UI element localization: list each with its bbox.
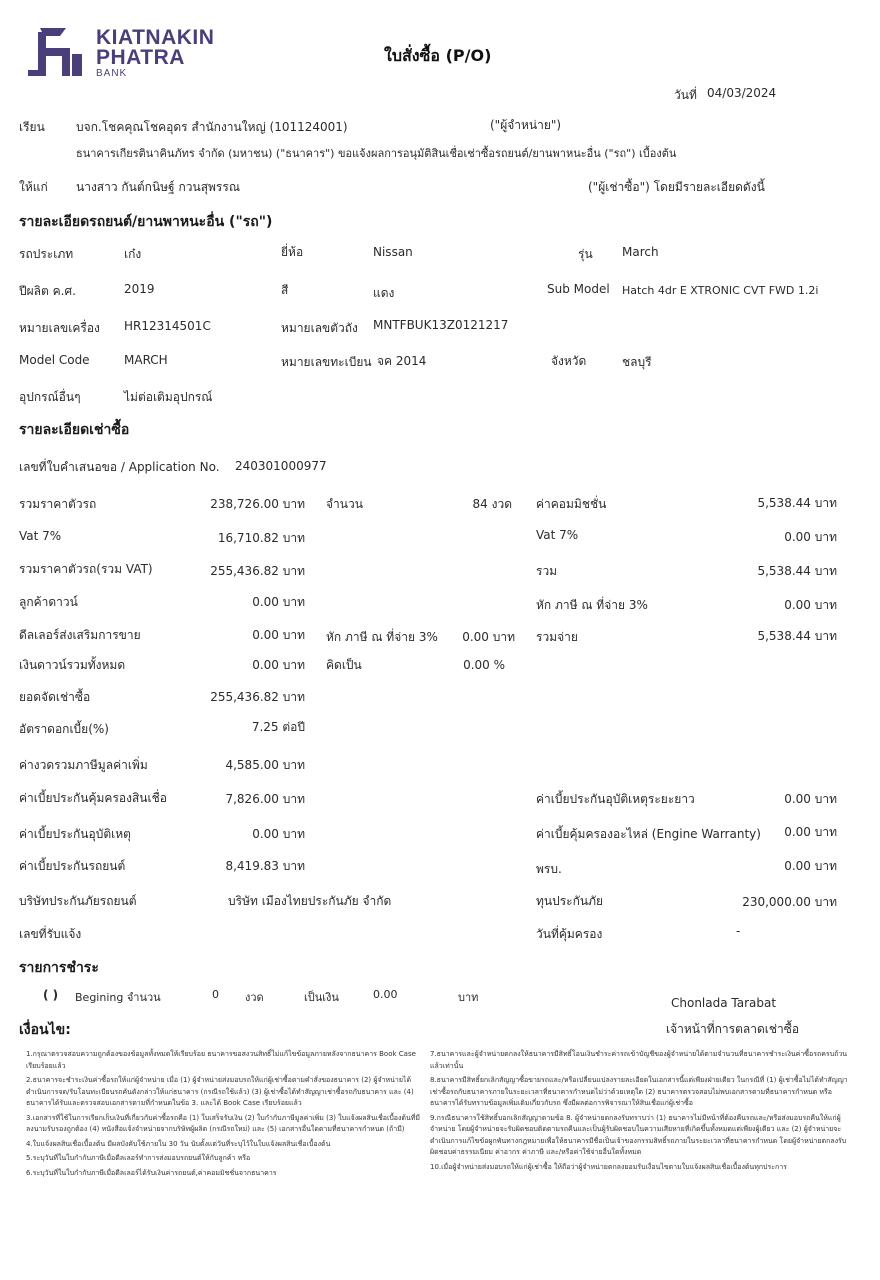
application-label: เลขที่ใบคำเสนอขอ / Application No. [19, 460, 220, 474]
down-payment-label: ลูกค้าดาวน์ [19, 595, 78, 609]
date-value: 04/03/2024 [707, 86, 777, 100]
to-role: ("ผู้จำหน่าย") [490, 118, 562, 132]
percent-value: 0.00 % [463, 658, 505, 672]
amount-value: 0.00 [373, 988, 398, 1001]
lease-section-title: รายละเอียดเช่าซื้อ [19, 422, 130, 438]
commission-wht-value: 0.00 บาท [784, 598, 837, 612]
engine-warranty-label: ค่าเบี้ยคุ้มครองอะไหล่ (Engine Warranty) [536, 827, 761, 841]
net-pay-label: รวมจ่าย [536, 630, 578, 644]
kiatnakin-logo-icon [26, 26, 88, 80]
for-role: ("ผู้เช่าซื้อ") โดยมีรายละเอียดดังนี้ [588, 180, 765, 194]
bank-name-line3: BANK [96, 68, 128, 79]
down-payment-value: 0.00 บาท [252, 595, 305, 609]
long-accident-label: ค่าเบี้ยประกันอุบัติเหตุระยะยาว [536, 792, 695, 806]
percent-label: คิดเป็น [326, 658, 362, 672]
dealer-wht-value: 0.00 บาท [462, 630, 515, 644]
long-accident-value: 0.00 บาท [784, 792, 837, 806]
finance-amount-label: ยอดจัดเช่าซื้อ [19, 690, 91, 704]
model-code-label: Model Code [19, 353, 90, 367]
begin-count: 0 [212, 988, 219, 1001]
submodel-label: Sub Model [547, 282, 610, 296]
commission-total-value: 5,538.44 บาท [757, 564, 837, 578]
condition-item: 3.เอกสารที่ใช้ในการเรียกเก็บเงินที่เกี่ยวกับค่าซื้อรถคือ (1) ใบเสร็จรับเงิน (2) ใบกำกับภาษีมูลค่าเพิ่ม (3) ใบแจ้งผลสินเชื่อเบื้องต้นที่มีลงนามรับรองถูกต้อง (4) หนังสือแจ้งจำหน่ายจากบริษัทผู้ผลิต (กรณีรถใหม่) และ (5) เอกสารอื่นใดตามที่ธนาคารกำหนด (ถ้ามี) [26, 1113, 420, 1133]
brand-label: ยี่ห้อ [281, 245, 304, 259]
accessory-label: อุปกรณ์อื่นๆ [19, 390, 81, 404]
coverage-date-label: วันที่คุ้มครอง [536, 927, 603, 941]
credit-insurance-value: 7,826.00 บาท [225, 792, 305, 806]
coverage-date-value: - [736, 924, 741, 938]
vat-label: Vat 7% [19, 529, 62, 543]
baht-label: บาท [458, 991, 479, 1004]
sum-insured-label: ทุนประกันภัย [536, 894, 604, 908]
commission-value: 5,538.44 บาท [757, 496, 837, 510]
price-incl-vat-label: รวมราคาตัวรถ(รวม VAT) [19, 562, 153, 576]
chassis-no-label: หมายเลขตัวถัง [281, 321, 358, 335]
vehicle-section-title: รายละเอียดรถยนต์/ยานพาหนะอื่น ("รถ") [19, 214, 273, 230]
commission-wht-label: หัก ภาษี ณ ที่จ่าย 3% [536, 598, 648, 612]
plate-label: หมายเลขทะเบียน [281, 355, 372, 369]
monthly-value: 4,585.00 บาท [225, 758, 305, 772]
year-label: ปีผลิต ค.ศ. [19, 284, 76, 298]
sum-insured-value: 230,000.00 บาท [742, 895, 837, 909]
condition-item: 5.ระบุวันที่ในใบกำกับภาษีเมื่อดีลเลอร์ทำการส่งมอบรถยนต์ให้กับลูกค้า หรือ [26, 1154, 251, 1162]
model-value: March [622, 245, 659, 259]
interest-rate-value: 7.25 ต่อปี [251, 720, 305, 734]
type-label: รถประเภท [19, 247, 74, 261]
conditions-title: เงื่อนไข: [19, 1022, 71, 1038]
for-label: ให้แก่ [19, 180, 48, 194]
condition-item: 9.กรณีธนาคารใช้สิทธิ์บอกเลิกสัญญาตามข้อ 8. ผู้จำหน่ายตกลงรับทราบว่า (1) ธนาคารไม่มีหน้าที่ต้องคืนรถและ/หรือส่งมอบรถคืนให้แก่ผู้จำหน่าย โดยผู้จำหน่ายจะรับผิดชอบติดตามรถคืนและเป็นผู้รับผิดชอบในความเสียหายที่เกิดขึ้นทั้งหมดแต่เพียงผู้เดียว และ (2) ผู้จำหน่ายจะดำเนินการแก้ไขข้อผูกพันทางกฎหมายเพื่อให้ธนาคารมีชื่อเป็นเจ้าของกรรมสิทธิ์รถภายในระยะเวลาที่ธนาคารกำหนด โดยผู้จำหน่ายตกลงรับผิดชอบค่าธรรมเนียม ค่าอากร ค่าภาษี และ/หรือค่าใช้จ่ายอื่นใดทั้งหมด [430, 1113, 847, 1156]
dealer-wht-label: หัก ภาษี ณ ที่จ่าย 3% [326, 630, 438, 644]
condition-item: 2.ธนาคารจะชำระเงินค่าซื้อรถให้แก่ผู้จำหน่าย เมื่อ (1) ผู้จำหน่ายส่งมอบรถให้แก่ผู้เช่าซื้อตามคำสั่งของธนาคาร (2) ผู้จำหน่ายได้ดำเนินการจด/รับโอนทะเบียนรถคันดังกล่าวให้แก่ธนาคาร (กรณีรถใช้แล้ว) (3) ผู้เช่าซื้อได้ทำสัญญาเช่าซื้อรถกับธนาคาร และ (4) ธนาคารได้รับและตรวจสอบเอกสารตามที่กำหนดในข้อ 3. และได้ Book Case เรียบร้อยแล้ว [26, 1076, 414, 1107]
province-label: จังหวัด [551, 354, 587, 368]
installments-value: 84 งวด [472, 497, 512, 511]
commission-vat-label: Vat 7% [536, 528, 579, 542]
province-value: ชลบุรี [622, 355, 652, 369]
type-value: เก๋ง [124, 247, 142, 261]
insurer-label: บริษัทประกันภัยรถยนต์ [19, 894, 137, 908]
model-code-value: MARCH [124, 353, 168, 367]
monthly-label: ค่างวดรวมภาษีมูลค่าเพิ่ม [19, 758, 148, 772]
commission-vat-value: 0.00 บาท [784, 530, 837, 544]
begin-label: Begining จำนวน [75, 991, 161, 1004]
bank-name-line1: KIATNAKIN [96, 26, 215, 49]
notification-no-label: เลขที่รับแจ้ง [19, 927, 82, 941]
engine-no-value: HR12314501C [124, 319, 211, 333]
accessory-value: ไม่ต่อเติมอุปกรณ์ [124, 390, 213, 404]
to-value: บจก.โชคคุณโชคอุดร สำนักงานใหญ่ (101124001) [76, 120, 348, 134]
for-value: นางสาว กันต์กนิษฐ์ กวนสุพรรณ [76, 180, 240, 194]
bank-name-line2: PHATRA [96, 46, 185, 69]
car-price-label: รวมราคาตัวรถ [19, 497, 97, 511]
commission-total-label: รวม [536, 564, 558, 578]
condition-item: 4.ใบแจ้งผลสินเชื่อเบื้องต้น มีผลบังคับใช้ภายใน 30 วัน นับตั้งแต่วันที่ระบุไว้ในใบแจ้งผลสินเชื่อเบื้องต้น [26, 1139, 331, 1148]
condition-item: 7.ธนาคารและผู้จำหน่ายตกลงให้ธนาคารมีสิทธิ์โอนเงินชำระค่ารถเข้าบัญชีของผู้จำหน่ายได้ตามจำนวนที่ธนาคารชำระเงินค่าซื้อรถครบถ้วนแล้วเท่านั้น [430, 1050, 848, 1070]
condition-item: 10.เมื่อผู้จำหน่ายส่งมอบรถให้แก่ผู้เช่าซื้อ ให้ถือว่าผู้จำหน่ายตกลงยอมรับเงื่อนไขตามใบแจ้งผลสินเชื่อเบื้องต้นทุกประการ [430, 1162, 787, 1171]
finance-amount-value: 255,436.82 บาท [210, 690, 305, 704]
signer-name: Chonlada Tarabat [671, 996, 777, 1010]
accident-insurance-value: 0.00 บาท [252, 827, 305, 841]
condition-item: 8.ธนาคารมีสิทธิ์ยกเลิกสัญญาซื้อขายรถและ/หรือเปลี่ยนแปลงรายละเอียดในเอกสารนี้แต่เพียงฝ่ายเดียว ในกรณีที่ (1) ผู้เช่าซื้อไม่ได้ทำสัญญาเช่าซื้อรถกับธนาคารภายในระยะเวลาที่ธนาคารกำหนดไม่ว่าด้วยเหตุใด (2) ธนาคารตรวจสอบไม่พบเอกสารตามที่ธนาคารกำหนด หรือธนาคารได้รับทราบข้อมูลเพิ่มเติมเกี่ยวกับรถ ซึ่งมีผลต่อการพิจารณาให้สินเชื่อแก่ผู้เช่าซื้อ [430, 1076, 848, 1107]
prb-label: พรบ. [536, 862, 562, 876]
dealer-promo-label: ดีลเลอร์ส่งเสริมการขาย [19, 628, 141, 642]
vat-value: 16,710.82 บาท [217, 531, 305, 545]
total-down-label: เงินดาวน์รวมทั้งหมด [19, 658, 126, 672]
unit-label: งวด [245, 991, 264, 1004]
dealer-promo-value: 0.00 บาท [252, 628, 305, 642]
condition-item: 6.ระบุวันที่ในใบกำกับภาษีเมื่อดีลเลอร์ได้รับเงินค่ารถยนต์,ค่าคอมมิชชั่นจากธนาคาร [26, 1168, 277, 1177]
interest-rate-label: อัตราดอกเบี้ย(%) [19, 722, 109, 736]
prb-value: 0.00 บาท [784, 859, 837, 873]
document-title: ใบสั่งซื้อ (P/O) [384, 46, 492, 65]
application-value: 240301000977 [235, 459, 327, 473]
total-down-value: 0.00 บาท [252, 658, 305, 672]
payment-section-title: รายการชำระ [19, 960, 99, 976]
brand-value: Nissan [373, 245, 413, 259]
color-value: แดง [373, 286, 395, 300]
color-label: สี [281, 283, 289, 297]
approval-notice: ธนาคารเกียรตินาคินภัทร จำกัด (มหาชน) ("ธนาคาร") ขอแจ้งผลการอนุมัติสินเชื่อเช่าซื้อรถยนต์/ยานพาหนะอื่น ("รถ") เบื้องต้น [76, 147, 677, 160]
net-pay-value: 5,538.44 บาท [757, 629, 837, 643]
conditions-right-column [430, 1049, 850, 1176]
engine-no-label: หมายเลขเครื่อง [19, 321, 100, 335]
payment-checkbox[interactable]: ( ) [43, 988, 59, 1002]
commission-label: ค่าคอมมิชชั่น [536, 497, 607, 511]
submodel-value: Hatch 4dr E XTRONIC CVT FWD 1.2i [622, 284, 819, 297]
plate-value: จค 2014 [377, 354, 427, 368]
car-insurance-value: 8,419.83 บาท [225, 859, 305, 873]
insurer-value: บริษัท เมืองไทยประกันภัย จำกัด [228, 894, 392, 908]
signer-role: เจ้าหน้าที่การตลาดเช่าซื้อ [666, 1022, 800, 1036]
to-label: เรียน [19, 120, 45, 134]
price-incl-vat-value: 255,436.82 บาท [210, 564, 305, 578]
engine-warranty-value: 0.00 บาท [784, 825, 837, 839]
credit-insurance-label: ค่าเบี้ยประกันคุ้มครองสินเชื่อ [19, 791, 167, 805]
conditions-left-column [26, 1049, 424, 1182]
car-price-value: 238,726.00 บาท [210, 497, 305, 511]
accident-insurance-label: ค่าเบี้ยประกันอุบัติเหตุ [19, 827, 131, 841]
amount-label: เป็นเงิน [304, 991, 339, 1004]
model-label: รุ่น [578, 247, 593, 261]
year-value: 2019 [124, 282, 155, 296]
installments-label: จำนวน [326, 497, 363, 511]
condition-item: 1.กรุณาตรวจสอบความถูกต้องของข้อมูลทั้งหมดให้เรียบร้อย ธนาคารขอสงวนสิทธิ์ไม่แก้ไขข้อมูลภายหลังจากธนาคาร Book Case เรียบร้อยแล้ว [26, 1050, 416, 1070]
car-insurance-label: ค่าเบี้ยประกันรถยนต์ [19, 859, 126, 873]
date-label: วันที่ [674, 88, 697, 102]
chassis-no-value: MNTFBUK13Z0121217 [373, 318, 509, 332]
